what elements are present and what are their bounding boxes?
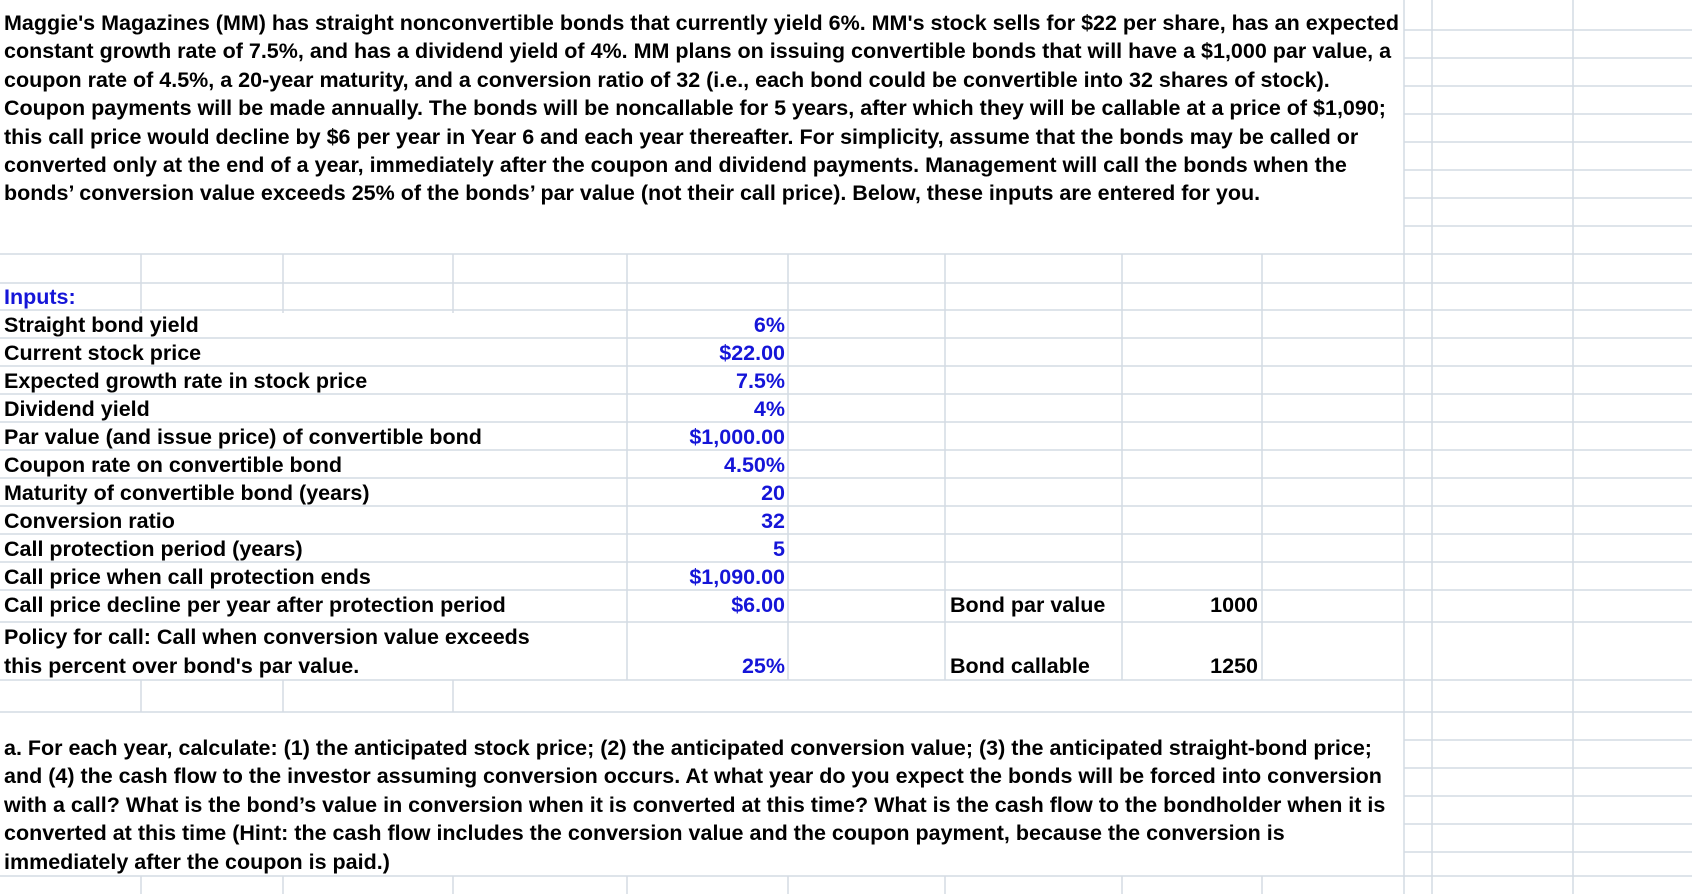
policy-label-line1: Policy for call: Call when conversion value exceeds bbox=[4, 625, 530, 649]
input-value-straight-bond-yield[interactable]: 6% bbox=[753, 313, 785, 337]
input-label-dividend-yield: Dividend yield bbox=[4, 397, 150, 421]
input-value-conversion-ratio[interactable]: 32 bbox=[761, 509, 785, 533]
input-value-call-decline[interactable]: $6.00 bbox=[731, 593, 785, 617]
input-label-call-decline: Call price decline per year after protection period bbox=[4, 593, 506, 617]
input-value-growth-rate[interactable]: 7.5% bbox=[735, 369, 785, 393]
input-label-coupon-rate: Coupon rate on convertible bond bbox=[4, 453, 343, 477]
question-text: a. For each year, calculate: (1) the anticipated stock price; (2) the anticipated conversion value; (3) the anticipated straight-bond price; and (4) the cash flow to the investor assuming conversion occurs. At what year do you expect the bonds will be forced into conversion with a call? What is the bond’s value in conversion when it is converted at this time? What is the cash flow to the bondholder when it is converted at this time (Hint: the cash flow includes the conversion value and the coupon payment, because the conversion is immediately after the coupon is paid.) bbox=[4, 736, 1386, 874]
input-value-coupon-rate[interactable]: 4.50% bbox=[724, 453, 785, 477]
input-value-call-protection[interactable]: 5 bbox=[773, 537, 785, 561]
bond-par-value-label: Bond par value bbox=[950, 593, 1106, 617]
input-label-call-protection: Call protection period (years) bbox=[4, 537, 303, 561]
input-value-call-price[interactable]: $1,090.00 bbox=[689, 565, 785, 589]
input-label-growth-rate: Expected growth rate in stock price bbox=[4, 369, 368, 393]
bond-callable-label: Bond callable bbox=[950, 654, 1090, 678]
intro-text: Maggie's Magazines (MM) has straight nonconvertible bonds that currently yield 6%. MM's stock sells for $22 per share, has an expected constant growth rate of 7.5%, and has a dividend yield of 4%. MM plans on issuing convertible bonds that will have a $1,000 par value, a coupon rate of 4.5%, a 20-year maturity, and a conversion ratio of 32 (i.e., each bond could be convertible into 32 shares of stock). Coupon payments will be made annually. The bonds will be noncallable for 5 years, after which they will be callable at a price of $1,090; this call price would decline by $6 per year in Year 6 and each year thereafter. For simplicity, assume that the bonds may be called or converted only at the end of a year, immediately after the coupon and dividend payments. Management will call the bonds when the bonds’ conversion value exceeds 25% of the bonds’ par value (not their call price). Below, these inputs are entered for you. bbox=[4, 11, 1399, 206]
input-value-maturity[interactable]: 20 bbox=[761, 481, 785, 505]
input-label-current-stock-price: Current stock price bbox=[4, 341, 202, 365]
input-label-conversion-ratio: Conversion ratio bbox=[4, 509, 175, 533]
intro-cell[interactable] bbox=[0, 0, 1403, 253]
input-label-straight-bond-yield: Straight bond yield bbox=[4, 313, 199, 337]
bond-par-value-cell[interactable]: 1000 bbox=[1210, 593, 1258, 617]
policy-label-line2: this percent over bond's par value. bbox=[4, 654, 360, 678]
inputs-heading: Inputs: bbox=[4, 285, 76, 309]
input-label-maturity: Maturity of convertible bond (years) bbox=[4, 481, 370, 505]
input-value-par-value[interactable]: $1,000.00 bbox=[689, 425, 785, 449]
policy-value[interactable]: 25% bbox=[741, 654, 785, 678]
input-value-dividend-yield[interactable]: 4% bbox=[753, 397, 785, 421]
input-value-current-stock-price[interactable]: $22.00 bbox=[719, 341, 785, 365]
input-label-par-value: Par value (and issue price) of convertible bond bbox=[4, 425, 482, 449]
bond-callable-cell[interactable]: 1250 bbox=[1210, 654, 1258, 678]
question-cell[interactable] bbox=[0, 713, 1403, 875]
input-label-call-price: Call price when call protection ends bbox=[4, 565, 371, 589]
